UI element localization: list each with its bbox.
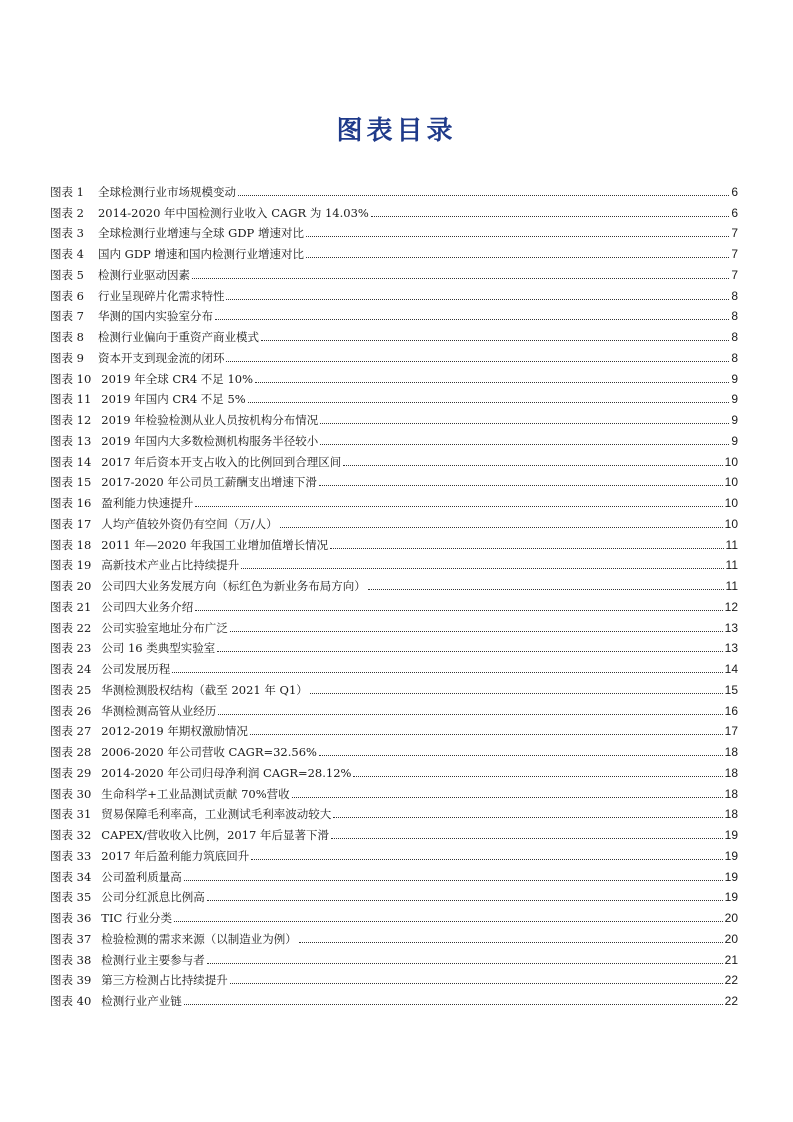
toc-entry-label: 图表 30 <box>50 786 92 801</box>
toc-entry-page-number: 9 <box>731 413 738 427</box>
toc-entry[interactable] <box>50 863 738 884</box>
toc-entry-label: 图表 3 <box>50 226 84 241</box>
toc-entry-title: 2019 年国内 CR4 不足 5% <box>101 392 246 407</box>
toc-entry-label: 图表 36 <box>50 911 92 925</box>
toc-entry-page-number: 9 <box>731 392 738 407</box>
toc-entry-label: 图表 6 <box>50 288 84 303</box>
toc-entry-page-number: 20 <box>724 911 738 925</box>
toc-entry[interactable] <box>50 884 738 905</box>
toc-entry-page-number: 19 <box>724 828 738 842</box>
toc-entry-title: TIC 行业分类 <box>101 911 172 925</box>
toc-dot-leader <box>238 195 729 196</box>
toc-entry-label: 图表 11 <box>50 392 92 407</box>
toc-entry-page-number: 21 <box>724 952 738 967</box>
toc-entry-title: 检测行业偏向于重资产商业模式 <box>97 330 259 344</box>
toc-dot-leader <box>306 257 729 258</box>
toc-entry-title: 公司盈利质量高 <box>101 869 182 884</box>
toc-dot-leader <box>261 340 729 341</box>
toc-entry[interactable] <box>50 655 738 676</box>
toc-entry-title: 检测行业产业链 <box>101 994 182 1008</box>
toc-dot-leader <box>353 776 722 777</box>
toc-entry-label: 图表 38 <box>50 952 92 967</box>
toc-entry[interactable] <box>50 261 738 282</box>
toc-entry[interactable] <box>50 842 738 863</box>
toc-entry-label: 图表 31 <box>50 807 92 822</box>
toc-entry[interactable] <box>50 759 738 780</box>
toc-entry-title: 2011 年—2020 年我国工业增加值增长情况 <box>101 537 329 552</box>
toc-entry[interactable] <box>50 365 738 386</box>
toc-entry-title: 人均产值较外资仍有空间（万/人） <box>101 516 278 531</box>
toc-entry-title: 盈利能力快速提升 <box>101 496 194 510</box>
toc-entry[interactable] <box>50 303 738 324</box>
toc-entry-label: 图表 10 <box>50 371 92 386</box>
toc-entry-title: CAPEX/营收收入比例，2017 年后显著下滑 <box>101 828 330 842</box>
toc-entry[interactable] <box>50 406 738 427</box>
toc-entry-page-number: 10 <box>724 475 738 490</box>
toc-entry-label: 图表 35 <box>50 890 92 905</box>
toc-dot-leader <box>172 672 722 673</box>
toc-entry[interactable] <box>50 614 738 635</box>
toc-dot-leader <box>215 319 729 320</box>
toc-entry-label: 图表 29 <box>50 765 92 780</box>
toc-entry-label: 图表 26 <box>50 703 92 718</box>
toc-dot-leader <box>207 900 723 901</box>
toc-entry-label: 图表 9 <box>50 350 84 365</box>
toc-dot-leader <box>241 568 723 569</box>
toc-entry-title: 2019 年全球 CR4 不足 10% <box>101 371 254 386</box>
toc-entry-page-number: 8 <box>731 288 738 303</box>
toc-entry[interactable] <box>50 552 738 573</box>
toc-entry[interactable] <box>50 967 738 988</box>
toc-entry[interactable] <box>50 801 738 822</box>
toc-entry-title: 公司四大业务发展方向（标红色为新业务布局方向） <box>101 579 366 593</box>
toc-dot-leader <box>310 693 723 694</box>
toc-entry[interactable] <box>50 220 738 241</box>
toc-dot-leader <box>319 485 723 486</box>
toc-dot-leader <box>218 714 722 715</box>
toc-dot-leader <box>195 506 722 507</box>
toc-entry-label: 图表 25 <box>50 682 92 697</box>
toc-dot-leader <box>184 1004 723 1005</box>
toc-entry-label: 图表 40 <box>50 994 92 1008</box>
toc-entry-title: 公司实验室地址分布广泛 <box>101 620 228 635</box>
toc-entry-title: 华测检测股权结构（截至 2021 年 Q1） <box>101 682 308 697</box>
toc-entry-title: 2014-2020 年中国检测行业收入 CAGR 为 14.03% <box>97 205 369 220</box>
toc-entry-title: 2019 年检验检测从业人员按机构分布情况 <box>101 413 319 427</box>
toc-dot-leader <box>174 921 723 922</box>
toc-entry-page-number: 8 <box>731 309 738 324</box>
toc-entry-label: 图表 12 <box>50 413 92 427</box>
toc-entry-page-number: 10 <box>724 496 738 510</box>
toc-entry[interactable] <box>50 282 738 303</box>
toc-entry-title: 2012-2019 年期权激励情况 <box>101 724 248 739</box>
toc-entry-page-number: 10 <box>724 516 738 531</box>
toc-entry-page-number: 18 <box>724 765 738 780</box>
toc-entry-title: 公司四大业务介绍 <box>101 599 194 614</box>
toc-dot-leader <box>251 859 722 860</box>
toc-entry-title: 全球检测行业市场规模变动 <box>97 184 236 199</box>
toc-entry[interactable] <box>50 821 738 842</box>
toc-entry[interactable] <box>50 987 738 1008</box>
toc-entry-title: 公司分红派息比例高 <box>101 890 205 905</box>
toc-entry-page-number: 17 <box>724 724 738 739</box>
toc-dot-leader <box>299 942 723 943</box>
toc-entry[interactable] <box>50 386 738 407</box>
toc-entry-label: 图表 32 <box>50 828 92 842</box>
toc-dot-leader <box>319 755 723 756</box>
toc-entry-page-number: 13 <box>724 620 738 635</box>
toc-entry-page-number: 18 <box>724 807 738 822</box>
toc-entry-title: 高新技术产业占比持续提升 <box>101 558 240 573</box>
toc-entry[interactable] <box>50 780 738 801</box>
toc-dot-leader <box>250 734 723 735</box>
toc-entry-page-number: 15 <box>724 682 738 697</box>
toc-entry[interactable] <box>50 904 738 925</box>
toc-entry[interactable] <box>50 178 738 199</box>
toc-entry-page-number: 10 <box>724 454 738 469</box>
toc-entry-label: 图表 27 <box>50 724 92 739</box>
toc-entry-title: 国内 GDP 增速和国内检测行业增速对比 <box>97 247 304 261</box>
toc-entry-title: 全球检测行业增速与全球 GDP 增速对比 <box>97 226 304 241</box>
toc-entry-page-number: 16 <box>724 703 738 718</box>
toc-entry-label: 图表 20 <box>50 579 92 593</box>
toc-entry[interactable] <box>50 697 738 718</box>
toc-dot-leader <box>195 610 722 611</box>
toc-entry-title: 华测的国内实验室分布 <box>97 309 213 324</box>
figure-table-of-contents <box>50 178 738 1008</box>
toc-entry-title: 华测检测高管从业经历 <box>101 703 217 718</box>
toc-entry[interactable] <box>50 489 738 510</box>
toc-entry-page-number: 8 <box>731 330 738 344</box>
toc-dot-leader <box>230 983 723 984</box>
toc-entry-page-number: 22 <box>724 994 738 1008</box>
toc-entry-title: 检验检测的需求来源（以制造业为例） <box>101 931 297 946</box>
toc-entry-page-number: 7 <box>731 226 738 241</box>
toc-entry-label: 图表 37 <box>50 931 92 946</box>
toc-dot-leader <box>330 548 723 549</box>
toc-entry-label: 图表 33 <box>50 848 92 863</box>
toc-dot-leader <box>331 838 723 839</box>
toc-entry[interactable] <box>50 593 738 614</box>
toc-entry-title: 第三方检测占比持续提升 <box>101 973 228 988</box>
toc-entry-label: 图表 2 <box>50 205 84 220</box>
toc-entry[interactable] <box>50 925 738 946</box>
toc-entry-label: 图表 39 <box>50 973 92 988</box>
toc-entry-label: 图表 8 <box>50 330 84 344</box>
toc-entry[interactable] <box>50 635 738 656</box>
toc-dot-leader <box>230 631 723 632</box>
toc-dot-leader <box>343 465 722 466</box>
toc-entry-page-number: 18 <box>724 745 738 759</box>
toc-entry-title: 2017-2020 年公司员工薪酬支出增速下滑 <box>101 475 317 490</box>
toc-entry[interactable] <box>50 946 738 967</box>
toc-entry-title: 公司 16 类典型实验室 <box>101 641 216 656</box>
toc-entry-label: 图表 18 <box>50 537 92 552</box>
toc-entry-label: 图表 16 <box>50 496 92 510</box>
toc-entry-title: 检测行业驱动因素 <box>97 267 190 282</box>
toc-entry-page-number: 11 <box>725 579 738 593</box>
toc-entry[interactable] <box>50 676 738 697</box>
toc-dot-leader <box>320 423 729 424</box>
toc-dot-leader <box>368 589 724 590</box>
toc-entry[interactable] <box>50 199 738 220</box>
toc-entry[interactable] <box>50 718 738 739</box>
toc-entry-label: 图表 17 <box>50 516 92 531</box>
toc-entry-page-number: 19 <box>724 869 738 884</box>
page-title: 图表目录 <box>336 116 457 146</box>
toc-entry[interactable] <box>50 572 738 593</box>
toc-entry-label: 图表 21 <box>50 599 92 614</box>
toc-entry[interactable] <box>50 323 738 344</box>
toc-entry-page-number: 7 <box>731 267 738 282</box>
toc-entry-label: 图表 23 <box>50 641 92 656</box>
toc-entry-label: 图表 24 <box>50 662 92 676</box>
toc-entry-title: 2017 年后盈利能力筑底回升 <box>101 848 250 863</box>
toc-dot-leader <box>207 963 723 964</box>
toc-entry-title: 2019 年国内大多数检测机构服务半径较小 <box>101 433 319 448</box>
toc-dot-leader <box>248 402 730 403</box>
toc-dot-leader <box>255 382 729 383</box>
toc-dot-leader <box>226 361 729 362</box>
toc-dot-leader <box>192 278 729 279</box>
toc-entry-label: 图表 22 <box>50 620 92 635</box>
toc-entry-page-number: 13 <box>724 641 738 656</box>
toc-dot-leader <box>320 444 729 445</box>
toc-entry-page-number: 11 <box>725 537 738 552</box>
toc-entry-title: 生命科学+工业品测试贡献 70%营收 <box>101 786 290 801</box>
toc-entry[interactable] <box>50 448 738 469</box>
toc-entry-page-number: 18 <box>724 786 738 801</box>
toc-dot-leader <box>306 236 729 237</box>
toc-entry-label: 图表 15 <box>50 475 92 490</box>
toc-entry-page-number: 22 <box>724 973 738 988</box>
toc-entry[interactable] <box>50 240 738 261</box>
toc-entry-label: 图表 19 <box>50 558 92 573</box>
toc-entry-label: 图表 14 <box>50 454 92 469</box>
toc-entry-label: 图表 28 <box>50 745 92 759</box>
toc-entry-label: 图表 7 <box>50 309 84 324</box>
toc-entry-page-number: 7 <box>731 247 738 261</box>
toc-entry[interactable] <box>50 469 738 490</box>
toc-entry-page-number: 19 <box>724 890 738 905</box>
toc-entry-page-number: 20 <box>724 931 738 946</box>
toc-entry-page-number: 14 <box>724 662 738 676</box>
toc-entry-page-number: 6 <box>731 184 738 199</box>
toc-dot-leader <box>333 817 722 818</box>
toc-entry-page-number: 19 <box>724 848 738 863</box>
toc-entry-page-number: 11 <box>725 558 738 573</box>
toc-entry-title: 资本开支到现金流的闭环 <box>97 350 225 365</box>
toc-entry-page-number: 9 <box>731 433 738 448</box>
toc-entry-title: 贸易保障毛利率高，工业测试毛利率波动较大 <box>101 807 332 822</box>
toc-entry[interactable] <box>50 510 738 531</box>
toc-entry-label: 图表 1 <box>50 184 84 199</box>
toc-dot-leader <box>292 797 723 798</box>
toc-entry-title: 行业呈现碎片化需求特性 <box>97 288 225 303</box>
toc-entry-label: 图表 13 <box>50 433 92 448</box>
toc-entry-title: 检测行业主要参与者 <box>101 952 205 967</box>
toc-entry-label: 图表 5 <box>50 267 84 282</box>
toc-dot-leader <box>280 527 723 528</box>
toc-entry[interactable] <box>50 738 738 759</box>
toc-dot-leader <box>226 299 729 300</box>
toc-dot-leader <box>217 651 722 652</box>
toc-dot-leader <box>184 880 723 881</box>
toc-dot-leader <box>371 216 729 217</box>
toc-entry-page-number: 6 <box>731 205 738 220</box>
toc-entry[interactable] <box>50 427 738 448</box>
toc-entry[interactable] <box>50 531 738 552</box>
toc-entry-title: 公司发展历程 <box>101 662 171 676</box>
toc-entry-label: 图表 34 <box>50 869 92 884</box>
toc-entry-title: 2006-2020 年公司营收 CAGR=32.56% <box>101 745 317 759</box>
toc-entry-label: 图表 4 <box>50 247 84 261</box>
toc-entry-page-number: 12 <box>724 599 738 614</box>
toc-entry-title: 2014-2020 年公司归母净利润 CAGR=28.12% <box>101 765 352 780</box>
toc-entry-title: 2017 年后资本开支占收入的比例回到合理区间 <box>101 454 342 469</box>
toc-entry-page-number: 9 <box>731 371 738 386</box>
toc-entry[interactable] <box>50 344 738 365</box>
toc-entry-page-number: 8 <box>731 350 738 365</box>
